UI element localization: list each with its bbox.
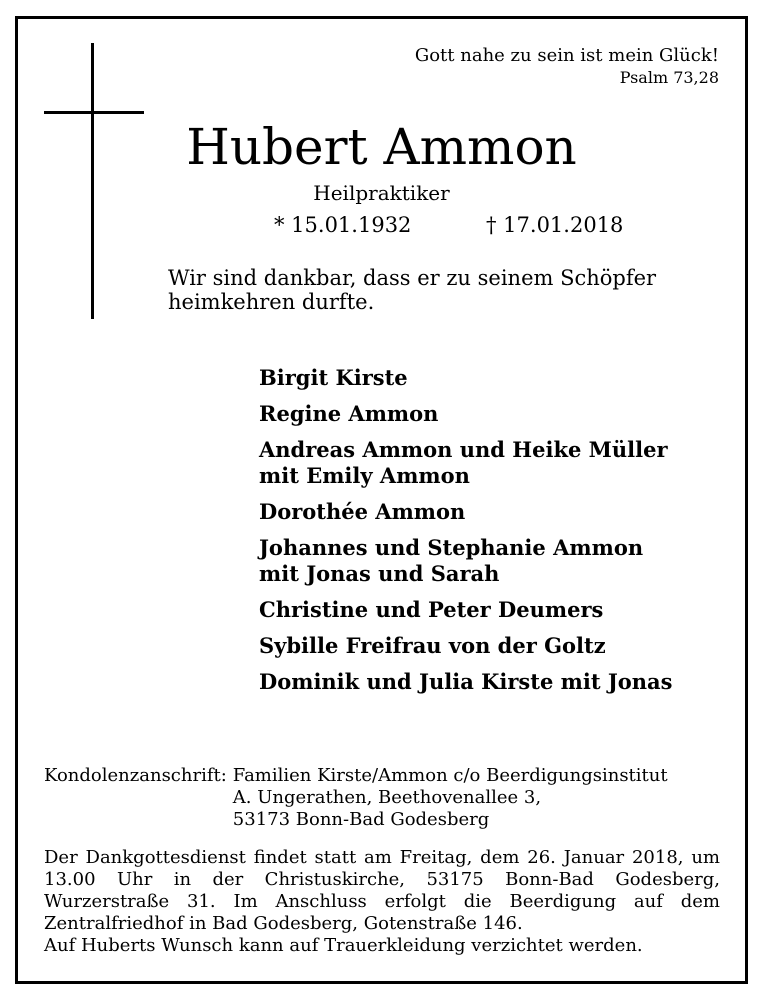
condolence-line: Familien Kirste/Ammon c/o Beerdigungsinstitut <box>232 765 668 786</box>
motto <box>415 45 719 89</box>
family-entry-line: Birgit Kirste <box>259 365 408 390</box>
family-entry-line: Sybille Freifrau von der Goltz <box>259 633 606 658</box>
family-entry <box>259 597 672 623</box>
birth-date: * 15.01.1932 <box>274 213 412 237</box>
service-notice: Der Dankgottesdienst findet statt am Freitag, dem 26. Januar 2018, um 13.00 Uhr in der Christuskirche, 53175 Bonn-Bad Godesberg, Wurzerstraße 31. Im Anschluss erfolgt die Beerdigung auf dem Zentralfriedhof in Bad Godesberg, Gotenstraße 146. <box>44 847 720 934</box>
family-entry <box>259 499 672 525</box>
family-entry <box>259 437 672 489</box>
family-entry <box>259 401 672 427</box>
service-notice-block <box>44 847 720 957</box>
family-entry-line: Dorothée Ammon <box>259 499 466 524</box>
deceased-profession: Heilpraktiker <box>313 181 450 205</box>
family-entry <box>259 633 672 659</box>
family-entry-line: Christine und Peter Deumers <box>259 597 604 622</box>
wish-notice: Auf Huberts Wunsch kann auf Trauerkleidung verzichtet werden. <box>44 935 643 956</box>
family-entry-line: Regine Ammon <box>259 401 439 426</box>
thanks-line: heimkehren durfte. <box>168 290 375 314</box>
family-entry-line: Andreas Ammon und Heike Müller <box>259 437 668 462</box>
family-entry-line: mit Emily Ammon <box>259 463 470 488</box>
family-entry <box>259 535 672 587</box>
condolence-label: Kondolenzanschrift: <box>44 765 227 786</box>
motto-text: Gott nahe zu sein ist mein Glück! <box>414 45 719 66</box>
cross-icon-bar <box>44 111 144 114</box>
family-entry-line: mit Jonas und Sarah <box>259 561 500 586</box>
family-list <box>259 365 672 705</box>
condolence-line: 53173 Bonn-Bad Godesberg <box>232 809 490 830</box>
family-entry-line: Johannes und Stephanie Ammon <box>259 535 644 560</box>
death-date: † 17.01.2018 <box>486 213 624 237</box>
thanks-text <box>168 266 656 314</box>
condolence-address <box>44 765 668 831</box>
family-entry <box>259 365 672 391</box>
thanks-line: Wir sind dankbar, dass er zu seinem Schöpfer <box>168 266 657 290</box>
deceased-name: Hubert Ammon <box>186 118 577 176</box>
family-entry <box>259 669 672 695</box>
family-entry-line: Dominik und Julia Kirste mit Jonas <box>259 669 673 694</box>
motto-reference: Psalm 73,28 <box>619 68 719 87</box>
condolence-line: A. Ungerathen, Beethovenallee 3, <box>232 787 542 808</box>
